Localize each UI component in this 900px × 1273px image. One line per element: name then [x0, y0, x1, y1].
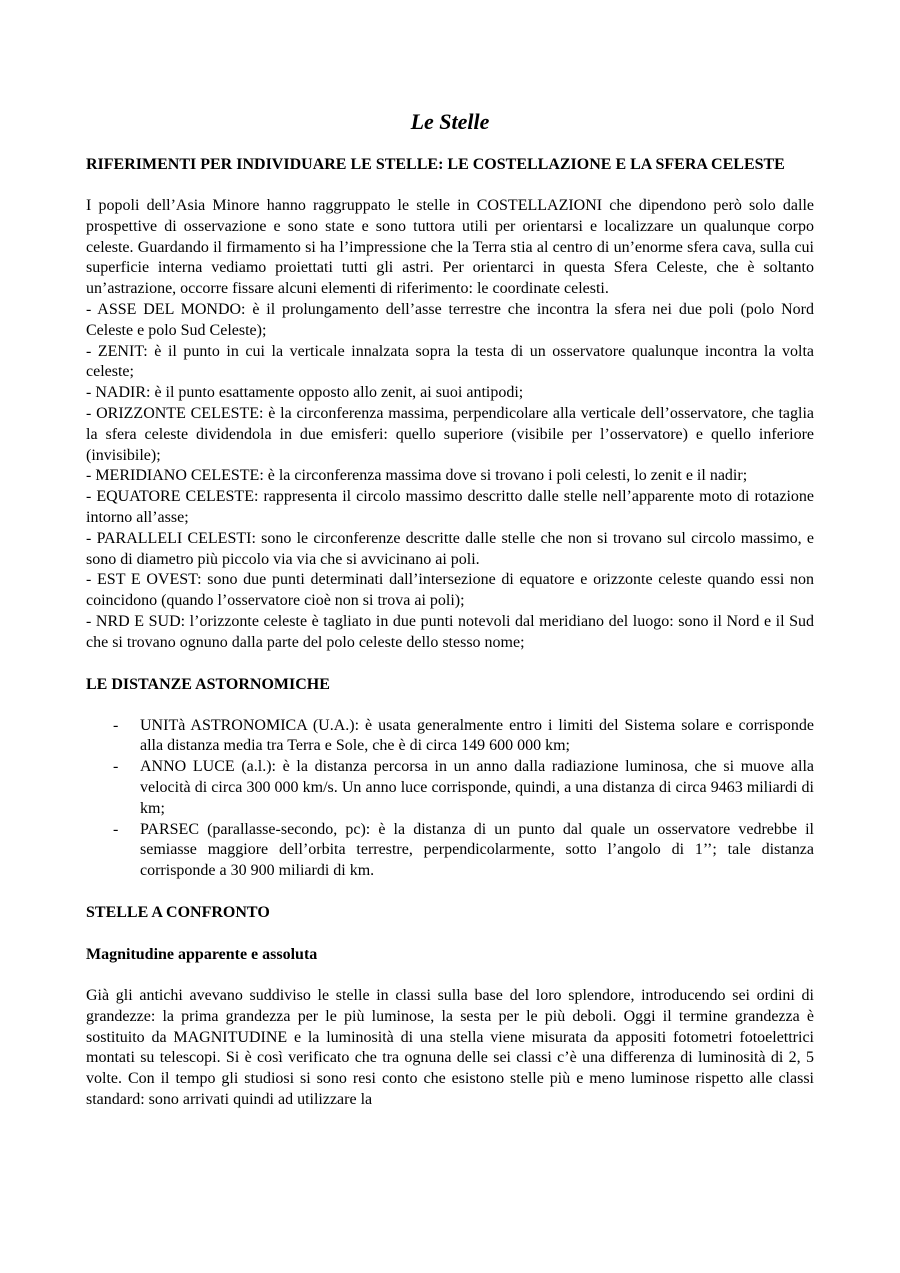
- list-item-text: ANNO LUCE (a.l.): è la distanza percorsa in un anno dalla radiazione luminosa, che si muove alla velocità di circa 300 000 km/s. Un anno luce corrisponde, quindi, a una distanza di circa 9463 miliardi di km;: [140, 758, 814, 817]
- definition-nadir: - NADIR: è il punto esattamente opposto allo zenit, ai suoi antipodi;: [86, 384, 524, 402]
- list-item-text: PARSEC (parallasse-secondo, pc): è la distanza di un punto dal quale un osservatore vedrebbe il semiasse maggiore dell’orbita terrestre, perpendicolarmente, sotto l’angolo di 1’’; tale distanza corrisponde a 30 900 miliardi di km.: [140, 820, 814, 880]
- spacer: [86, 654, 814, 674]
- list-item: [86, 820, 814, 882]
- definition-asse-del-mondo: - ASSE DEL MONDO: è il prolungamento dell’asse terrestre che incontra la sfera nei due poli (polo Nord Celeste e polo Sud Celeste);: [86, 300, 814, 339]
- definition-zenit: - ZENIT: è il punto in cui la verticale innalzata sopra la testa di un osservatore qualunque incontra la volta celeste;: [86, 342, 814, 381]
- list-item: [86, 757, 814, 819]
- definition-meridiano-celeste: - MERIDIANO CELESTE: è la circonferenza massima dove si trovano i poli celesti, lo zenit e il nadir;: [86, 467, 748, 485]
- definition-nord-sud: - NRD E SUD: l’orizzonte celeste è tagliato in due punti notevoli dal meridiano del luogo: sono il Nord e il Sud che si trovano ognuno dalla parte del polo celeste dello stesso nome;: [86, 612, 814, 651]
- definition-orizzonte-celeste: - ORIZZONTE CELESTE: è la circonferenza massima, perpendicolare alla verticale dell’osservatore, che taglia la sfera celeste dividendola in due emisferi: quello superiore (visibile per l’osservatore) e quello inferiore (invisibile);: [86, 404, 814, 464]
- dash-bullet: -: [113, 758, 119, 776]
- section-stars-comparison: [86, 902, 814, 1111]
- list-item-text: UNITà ASTRONOMICA (U.A.): è usata generalmente entro i limiti del Sistema solare e corrisponde alla distanza media tra Terra e Sole, che è di circa 149 600 000 km;: [140, 716, 814, 755]
- section-heading-stars-comparison: STELLE A CONFRONTO: [86, 903, 270, 921]
- spacer: [86, 695, 814, 716]
- page-title: Le Stelle: [410, 109, 490, 134]
- definition-est-ovest: - EST E OVEST: sono due punti determinati dall’intersezione di equatore e orizzonte celeste quando essi non coincidono (quando l’osservatore cioè non si trova ai poli);: [86, 571, 814, 610]
- spacer: [86, 965, 814, 986]
- dash-bullet: -: [113, 820, 119, 838]
- list-item: [86, 716, 814, 758]
- intro-paragraph: I popoli dell’Asia Minore hanno raggruppato le stelle in COSTELLAZIONI che dipendono però solo dalle prospettive di osservazione e sono state e sono tuttora utili per orientarsi e localizzare un qualunque corpo celeste. Guardando il firmamento si ha l’impressione che la Terra stia al centro di un’enorme sfera cava, sulla cui superficie interna vediamo proiettati tutti gli astri. Per orientarci in questa Sfera Celeste, che è soltanto un’astrazione, occorre fissare alcuni elementi di riferimento: le coordinate celesti.: [86, 197, 814, 298]
- spacer: [86, 923, 814, 944]
- definition-equatore-celeste: - EQUATORE CELESTE: rappresenta il circolo massimo descritto dalle stelle nell’apparente moto di rotazione intorno all’asse;: [86, 488, 814, 526]
- spacer: [86, 882, 814, 902]
- spacer: [86, 175, 814, 196]
- section-astronomical-distances: [86, 674, 814, 882]
- distance-list: [86, 716, 814, 882]
- section-heading-astronomical-distances: LE DISTANZE ASTORNOMICHE: [86, 675, 330, 693]
- magnitude-paragraph: Già gli antichi avevano suddiviso le stelle in classi sulla base del loro splendore, introducendo sei ordini di grandezze: la prima grandezza per le più luminose, la sesta per le più deboli. Oggi il termine grandezza è sostituito da MAGNITUDINE e la luminosità di una stella viene misurata da appositi fotometri fotoelettrici montati su telescopi. Si è così verificato che tra ognuna delle sei classi c’è una differenza di luminosità di 2, 5 volte. Con il tempo gli studiosi si sono resi conto che esistono stelle più e meno luminose rispetto alle classi standard: sono arrivati quindi ad utilizzare la: [86, 986, 814, 1108]
- subsection-heading-magnitude: Magnitudine apparente e assoluta: [86, 945, 318, 963]
- document-page: [86, 108, 814, 1111]
- section-heading-celestial-references: RIFERIMENTI PER INDIVIDUARE LE STELLE: LE COSTELLAZIONE E LA SFERA CELESTE: [86, 156, 785, 173]
- section-celestial-references: [86, 154, 814, 654]
- definition-paralleli-celesti: - PARALLELI CELESTI: sono le circonferenze descritte dalle stelle che non si trovano sul circolo massimo, e sono di diametro più piccolo via via che si avvicinano ai poli.: [86, 529, 814, 568]
- dash-bullet: -: [113, 716, 119, 734]
